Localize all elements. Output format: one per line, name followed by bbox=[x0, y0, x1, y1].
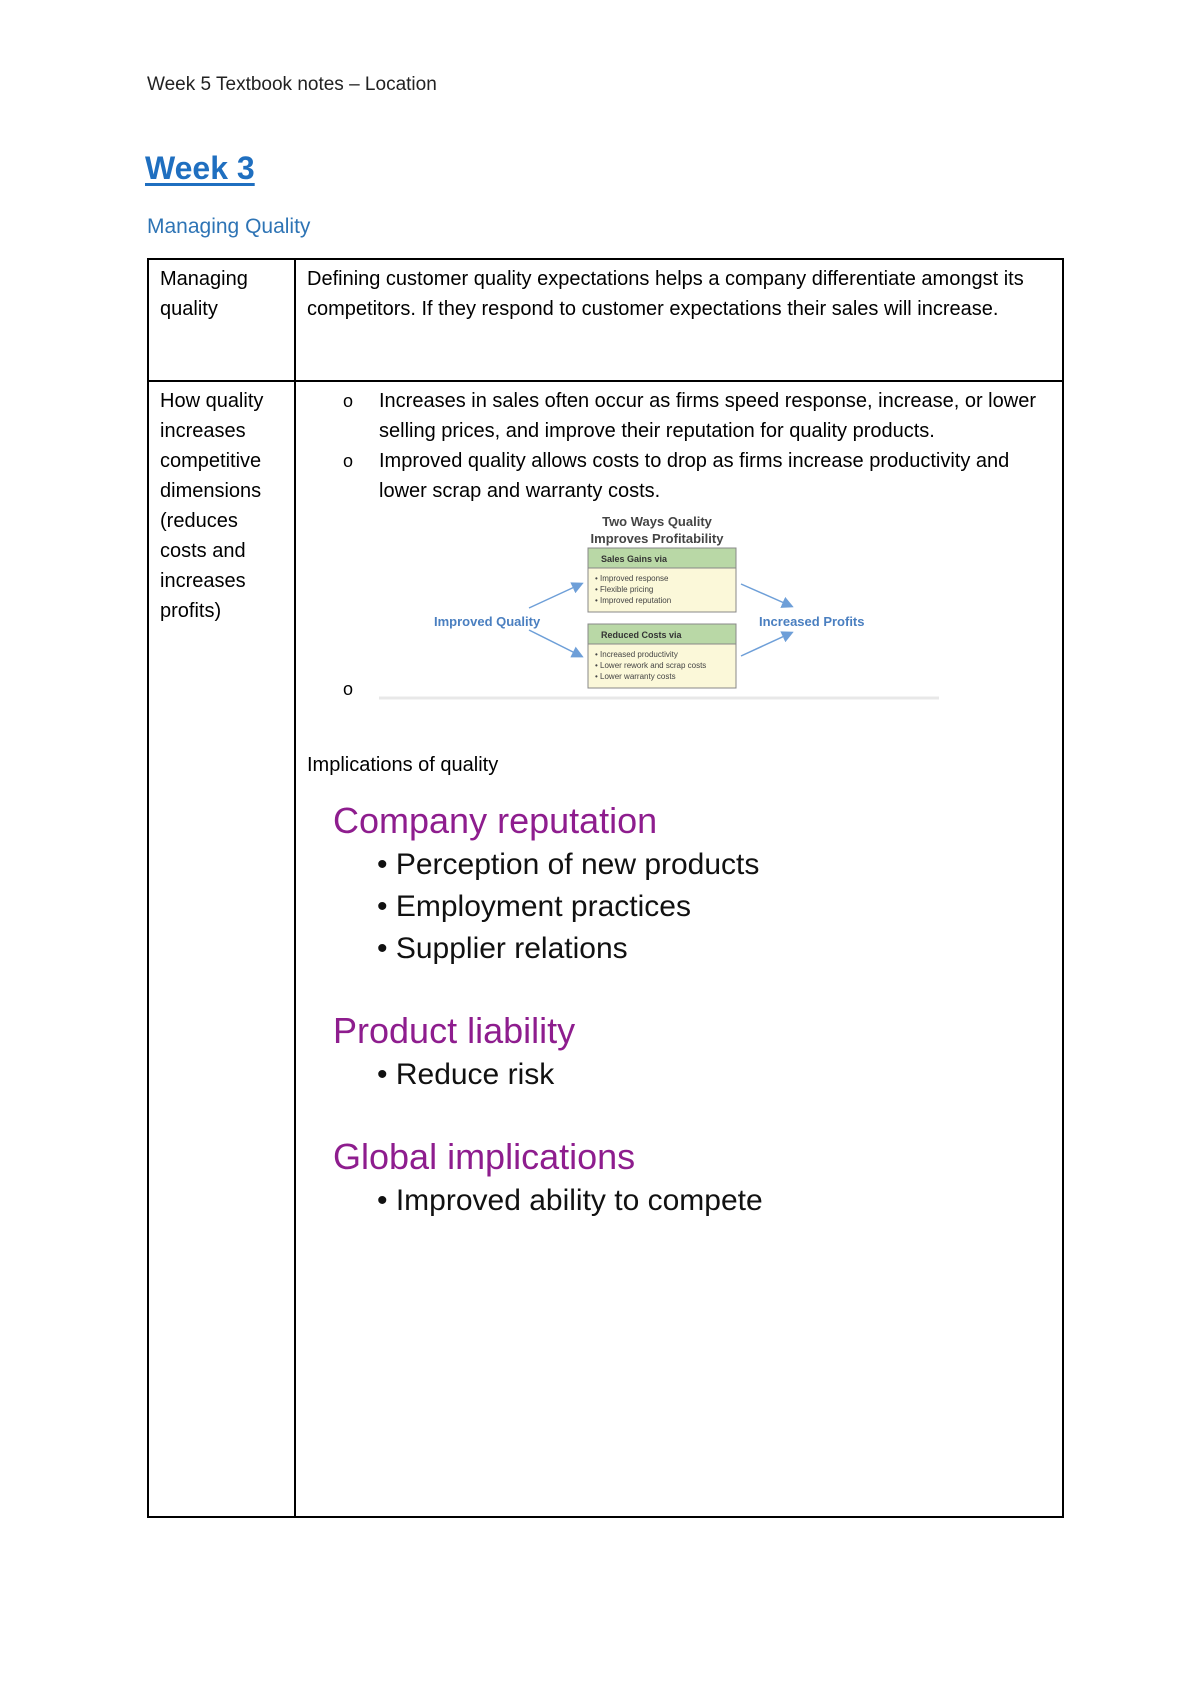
sales-gain-item: • Flexible pricing bbox=[595, 585, 654, 594]
table-row bbox=[148, 259, 1063, 381]
list-item bbox=[343, 386, 1050, 446]
implication-heading: Company reputation bbox=[333, 800, 658, 841]
circle-bullet-icon: o bbox=[343, 679, 354, 699]
implication-item: • Improved ability to compete bbox=[377, 1184, 763, 1217]
implication-item: • Perception of new products bbox=[377, 848, 760, 881]
row-content: Defining customer quality expectations helps a company differentiate amongst its competitors. If they respond to customer expectations their sales will increase. bbox=[295, 259, 1063, 381]
reduced-cost-item: • Lower rework and scrap costs bbox=[595, 661, 707, 670]
row-label: How quality increases competitive dimensions (reduces costs and increases profits) bbox=[148, 381, 295, 1517]
row-label: Managing quality bbox=[148, 259, 295, 381]
circle-bullet-icon: o bbox=[343, 451, 354, 471]
sales-gains-heading: Sales Gains via bbox=[601, 554, 668, 564]
improved-quality-label: Improved Quality bbox=[434, 614, 541, 629]
sales-gain-item: • Improved response bbox=[595, 574, 669, 583]
implication-group bbox=[333, 1008, 1050, 1096]
bullet-list bbox=[307, 386, 1050, 706]
page-header: Week 5 Textbook notes – Location bbox=[147, 74, 437, 95]
arrow-down-right-icon bbox=[741, 584, 791, 606]
implication-item: • Employment practices bbox=[377, 890, 691, 923]
implications-slide bbox=[333, 798, 1050, 1222]
list-item-text: Increases in sales often occur as firms speed response, increase, or lower selling prices, and improve their reputation for quality products. bbox=[379, 390, 1036, 442]
sales-gain-item: • Improved reputation bbox=[595, 596, 672, 605]
figure-title-line2: Improves Profitability bbox=[590, 531, 724, 546]
arrow-up-right-icon bbox=[741, 633, 791, 656]
implication-item: • Supplier relations bbox=[377, 932, 628, 965]
implication-group bbox=[333, 798, 1050, 970]
profitability-diagram bbox=[379, 506, 1019, 706]
implications-title: Implications of quality bbox=[307, 754, 499, 776]
implication-heading: Global implications bbox=[333, 1136, 636, 1177]
list-item-figure bbox=[343, 506, 1050, 706]
reduced-cost-item: • Lower warranty costs bbox=[595, 672, 676, 681]
reduced-cost-item: • Increased productivity bbox=[595, 650, 678, 659]
profitability-figure bbox=[379, 506, 1050, 706]
section-heading: Managing Quality bbox=[147, 215, 311, 238]
table-row bbox=[148, 381, 1063, 1517]
row-content bbox=[295, 381, 1063, 1517]
figure-title-line1: Two Ways Quality bbox=[602, 514, 712, 529]
implication-heading: Product liability bbox=[333, 1010, 576, 1051]
list-item-text: Improved quality allows costs to drop as firms increase productivity and lower scrap and warranty costs. bbox=[379, 450, 1010, 502]
arrow-down-left-icon bbox=[529, 630, 581, 656]
implication-item: • Reduce risk bbox=[377, 1058, 555, 1091]
increased-profits-label: Increased Profits bbox=[759, 614, 865, 629]
arrow-up-left-icon bbox=[529, 584, 581, 608]
implication-group bbox=[333, 1134, 1050, 1222]
reduced-costs-heading: Reduced Costs via bbox=[601, 630, 682, 640]
list-item bbox=[343, 446, 1050, 506]
notes-table bbox=[147, 258, 1064, 1518]
week-heading: Week 3 bbox=[145, 150, 255, 186]
circle-bullet-icon: o bbox=[343, 391, 354, 411]
